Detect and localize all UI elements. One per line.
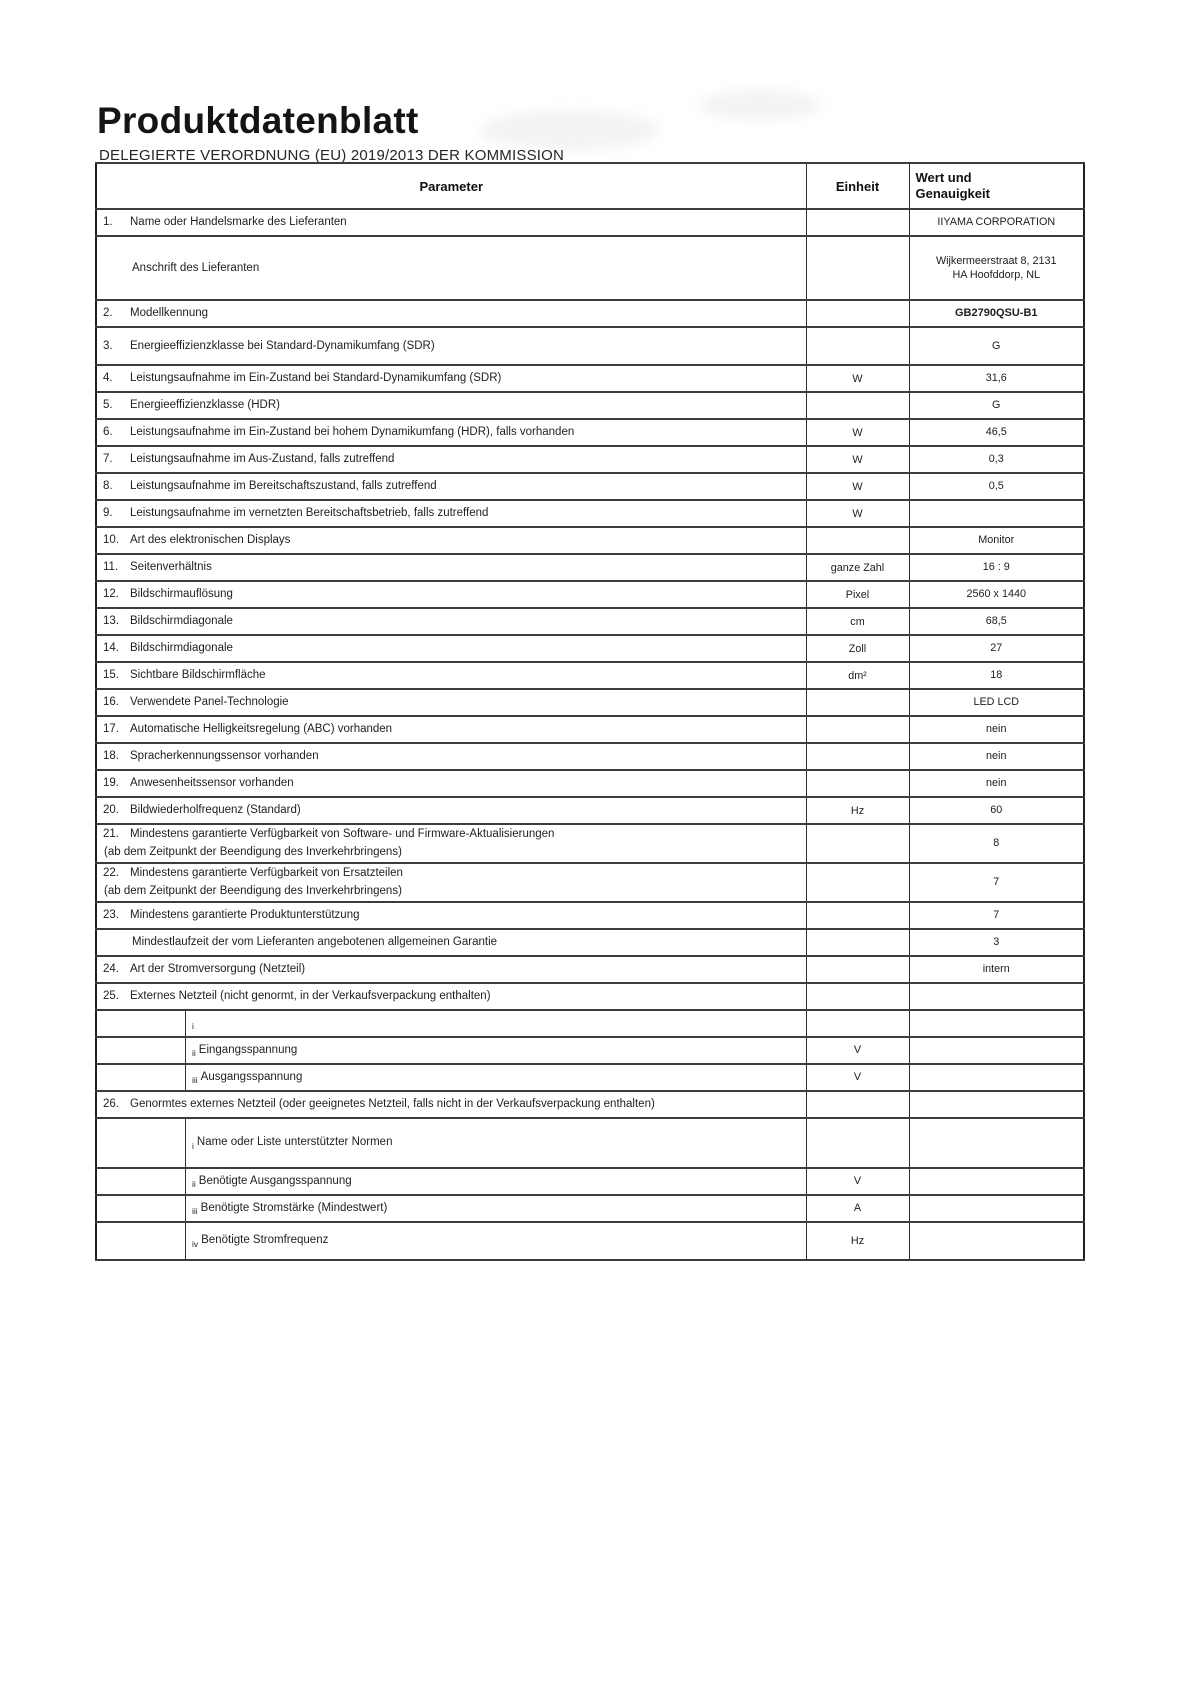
table-row <box>96 662 1084 689</box>
parameter-cell <box>96 327 806 365</box>
parameter-cell <box>96 1222 806 1260</box>
parameter-cell <box>96 770 806 797</box>
unit-cell: Pixel <box>806 581 909 608</box>
value-cell <box>909 1222 1084 1260</box>
parameter-number: 7. <box>103 453 113 466</box>
value-line: Wijkermeerstraat 8, 2131 <box>935 254 1057 267</box>
parameter-cell <box>96 300 806 327</box>
unit-cell: dm² <box>806 662 909 689</box>
table-row <box>96 581 1084 608</box>
parameter-label: Benötigte Stromfrequenz <box>201 1234 329 1247</box>
table-row <box>96 327 1084 365</box>
parameter-cell <box>96 1091 806 1118</box>
value-cell: Monitor <box>909 527 1084 554</box>
table-row <box>96 527 1084 554</box>
parameter-cell <box>96 500 806 527</box>
parameter-label: Genormtes externes Netzteil (oder geeignetes Netzteil, falls nicht in der Verkaufsverpackung enthalten) <box>130 1097 655 1110</box>
parameter-cell <box>96 863 806 902</box>
unit-cell <box>806 956 909 983</box>
parameter-label: Modellkennung <box>130 307 209 320</box>
table-row <box>96 446 1084 473</box>
unit-cell: W <box>806 500 909 527</box>
parameter-label: Energieeffizienzklasse (HDR) <box>130 399 280 412</box>
sub-index: ii <box>192 1179 196 1189</box>
header-value-label: Wert und Genauigkeit <box>915 169 990 201</box>
value-cell: LED LCD <box>909 689 1084 716</box>
unit-cell <box>806 327 909 365</box>
table-row <box>96 956 1084 983</box>
table-row <box>96 554 1084 581</box>
table-row <box>96 770 1084 797</box>
value-cell: 27 <box>909 635 1084 662</box>
unit-cell: W <box>806 419 909 446</box>
parameter-cell <box>96 743 806 770</box>
unit-cell <box>806 527 909 554</box>
value-cell <box>909 1118 1084 1168</box>
parameter-cell <box>96 554 806 581</box>
sub-index: ii <box>192 1048 196 1058</box>
parameter-label: Eingangsspannung <box>198 1043 298 1056</box>
parameter-cell <box>96 581 806 608</box>
parameter-cell <box>96 365 806 392</box>
value-cell: 8 <box>909 824 1084 863</box>
unit-cell: cm <box>806 608 909 635</box>
parameter-label: Art des elektronischen Displays <box>130 534 291 547</box>
parameter-cell <box>96 419 806 446</box>
parameter-number: 11. <box>103 561 119 574</box>
unit-cell: W <box>806 365 909 392</box>
sub-index: i <box>192 1140 194 1151</box>
value-cell: G <box>909 327 1084 365</box>
unit-cell <box>806 209 909 236</box>
parameter-label: Leistungsaufnahme im Bereitschaftszustand, falls zutreffend <box>130 480 437 493</box>
unit-cell: A <box>806 1195 909 1222</box>
parameter-cell <box>96 608 806 635</box>
table-row <box>96 689 1084 716</box>
parameter-label: Energieeffizienzklasse bei Standard-Dynamikumfang (SDR) <box>130 339 435 352</box>
datasheet-table <box>95 162 1085 1261</box>
table-row <box>96 1195 1084 1222</box>
value-cell: 60 <box>909 797 1084 824</box>
unit-cell: Hz <box>806 797 909 824</box>
table-row <box>96 1091 1084 1118</box>
parameter-cell <box>96 1037 806 1064</box>
parameter-number: 19. <box>103 777 119 790</box>
parameter-cell <box>96 1168 806 1195</box>
unit-cell <box>806 743 909 770</box>
header-unit: Einheit <box>806 163 909 209</box>
table-row <box>96 743 1084 770</box>
table-row <box>96 365 1084 392</box>
table-row <box>96 500 1084 527</box>
value-cell: 16 : 9 <box>909 554 1084 581</box>
parameter-cell <box>96 983 806 1010</box>
parameter-number: 4. <box>103 372 113 385</box>
parameter-number: 10. <box>103 534 119 547</box>
sub-gutter <box>97 1169 186 1194</box>
parameter-number: 17. <box>103 723 119 736</box>
table-row <box>96 300 1084 327</box>
parameter-number: 2. <box>103 307 113 320</box>
sub-index: iv <box>192 1238 199 1249</box>
unit-cell <box>806 716 909 743</box>
parameter-label: Bildschirmdiagonale <box>130 642 233 655</box>
unit-cell <box>806 392 909 419</box>
header-parameter: Parameter <box>96 163 806 209</box>
table-row <box>96 716 1084 743</box>
parameter-number: 21. <box>103 828 119 840</box>
parameter-cell <box>96 716 806 743</box>
page-title: Produktdatenblatt <box>97 100 419 141</box>
value-cell: G <box>909 392 1084 419</box>
parameter-label: Name oder Handelsmarke des Lieferanten <box>130 216 347 229</box>
unit-cell: V <box>806 1168 909 1195</box>
value-cell <box>909 236 1084 300</box>
parameter-label: Spracherkennungssensor vorhanden <box>130 750 319 763</box>
parameter-label: Bildschirmdiagonale <box>130 615 233 628</box>
parameter-label: Mindestlaufzeit der vom Lieferanten angebotenen allgemeinen Garantie <box>132 935 498 948</box>
value-cell <box>909 500 1084 527</box>
parameter-cell <box>96 446 806 473</box>
parameter-label: Benötigte Stromstärke (Mindestwert) <box>200 1201 388 1214</box>
parameter-cell <box>96 1118 806 1168</box>
sub-gutter <box>97 1038 186 1063</box>
header-value <box>909 163 1084 209</box>
parameter-cell <box>96 689 806 716</box>
value-cell: 68,5 <box>909 608 1084 635</box>
parameter-label: Name oder Liste unterstützter Normen <box>196 1136 393 1149</box>
parameter-label: Mindestens garantierte Produktunterstützung <box>130 908 360 921</box>
parameter-label: Mindestens garantierte Verfügbarkeit von Software- und Firmware-Aktualisierungen <box>130 828 555 840</box>
value-cell: 7 <box>909 902 1084 929</box>
parameter-cell <box>96 392 806 419</box>
table-row <box>96 1064 1084 1091</box>
unit-cell: ganze Zahl <box>806 554 909 581</box>
unit-cell: W <box>806 446 909 473</box>
table-row <box>96 824 1084 863</box>
parameter-label: Leistungsaufnahme im Ein-Zustand bei hohem Dynamikumfang (HDR), falls vorhanden <box>130 426 575 439</box>
parameter-label: Leistungsaufnahme im Aus-Zustand, falls zutreffend <box>130 453 395 466</box>
unit-cell <box>806 863 909 902</box>
value-cell <box>909 1010 1084 1037</box>
sub-gutter <box>97 1065 186 1090</box>
value-cell: nein <box>909 743 1084 770</box>
value-cell <box>909 1168 1084 1195</box>
parameter-number: 3. <box>103 339 113 352</box>
parameter-label: Bildwiederholfrequenz (Standard) <box>130 804 301 817</box>
parameter-label: Benötigte Ausgangsspannung <box>198 1174 352 1187</box>
value-cell: 0,5 <box>909 473 1084 500</box>
value-cell <box>909 983 1084 1010</box>
unit-cell: V <box>806 1064 909 1091</box>
table-row <box>96 1118 1084 1168</box>
sub-gutter <box>97 1223 186 1259</box>
unit-cell <box>806 1118 909 1168</box>
parameter-label: Automatische Helligkeitsregelung (ABC) vorhanden <box>130 723 393 736</box>
parameter-cell <box>96 662 806 689</box>
parameter-number: 23. <box>103 908 119 921</box>
parameter-number: 20. <box>103 804 119 817</box>
table-row <box>96 1222 1084 1260</box>
parameter-label: Leistungsaufnahme im vernetzten Bereitschaftsbetrieb, falls zutreffend <box>130 507 489 520</box>
parameter-number: 6. <box>103 426 113 439</box>
parameter-number: 13. <box>103 615 119 628</box>
parameter-label: Mindestens garantierte Verfügbarkeit von Ersatzteilen <box>130 866 403 879</box>
parameter-label: Externes Netzteil (nicht genormt, in der Verkaufsverpackung enthalten) <box>130 989 491 1002</box>
sub-index: iii <box>192 1075 198 1085</box>
value-cell: 18 <box>909 662 1084 689</box>
table-row <box>96 635 1084 662</box>
value-cell: nein <box>909 770 1084 797</box>
parameter-number: 15. <box>103 669 119 682</box>
unit-cell <box>806 929 909 956</box>
parameter-cell <box>96 236 806 300</box>
parameter-number: 22. <box>103 866 119 879</box>
parameter-cell <box>96 1010 806 1037</box>
parameter-cell <box>96 797 806 824</box>
header-row <box>96 163 1084 209</box>
value-cell <box>909 1091 1084 1118</box>
parameter-cell <box>96 209 806 236</box>
unit-cell <box>806 1091 909 1118</box>
unit-cell <box>806 983 909 1010</box>
table-row <box>96 209 1084 236</box>
parameter-label: Anschrift des Lieferanten <box>132 261 260 274</box>
unit-cell <box>806 770 909 797</box>
table-row <box>96 863 1084 902</box>
value-cell: 3 <box>909 929 1084 956</box>
value-cell <box>909 1037 1084 1064</box>
parameter-number: 5. <box>103 399 113 412</box>
table-row <box>96 797 1084 824</box>
sub-index: i <box>192 1021 194 1031</box>
value-cell: 0,3 <box>909 446 1084 473</box>
parameter-cell <box>96 473 806 500</box>
sub-index: iii <box>192 1206 198 1216</box>
table-row <box>96 419 1084 446</box>
table-row <box>96 902 1084 929</box>
value-cell <box>909 1195 1084 1222</box>
table-row <box>96 236 1084 300</box>
parameter-label: Art der Stromversorgung (Netzteil) <box>130 962 306 975</box>
table-row <box>96 1037 1084 1064</box>
parameter-number: 24. <box>103 962 119 975</box>
value-cell: GB2790QSU-B1 <box>909 300 1084 327</box>
page-subtitle: DELEGIERTE VERORDNUNG (EU) 2019/2013 DER KOMMISSION <box>99 147 565 164</box>
value-cell: 2560 x 1440 <box>909 581 1084 608</box>
parameter-label: Sichtbare Bildschirmfläche <box>130 669 266 682</box>
value-cell <box>909 1064 1084 1091</box>
parameter-label: Anwesenheitssensor vorhanden <box>130 777 294 790</box>
value-cell: IIYAMA CORPORATION <box>909 209 1084 236</box>
parameter-number: 12. <box>103 588 119 601</box>
table-row <box>96 392 1084 419</box>
value-line: HA Hoofddorp, NL <box>952 269 1041 281</box>
table-row <box>96 983 1084 1010</box>
scan-artifact <box>700 90 820 120</box>
parameter-label: Verwendete Panel-Technologie <box>130 696 289 709</box>
parameter-cell <box>96 824 806 863</box>
parameter-cell <box>96 635 806 662</box>
unit-cell <box>806 1010 909 1037</box>
unit-cell <box>806 300 909 327</box>
parameter-number: 25. <box>103 989 119 1002</box>
unit-cell <box>806 689 909 716</box>
parameter-cell <box>96 956 806 983</box>
parameter-label-line2: (ab dem Zeitpunkt der Beendigung des Inverkehrbringens) <box>104 846 402 859</box>
datasheet-body <box>96 209 1084 1260</box>
table-row <box>96 1010 1084 1037</box>
table-header <box>96 163 1084 209</box>
parameter-number: 16. <box>103 696 119 709</box>
parameter-cell <box>96 929 806 956</box>
table-row <box>96 1168 1084 1195</box>
parameter-label: Ausgangsspannung <box>200 1070 303 1083</box>
unit-cell: V <box>806 1037 909 1064</box>
parameter-label: Seitenverhältnis <box>130 561 212 574</box>
table-row <box>96 473 1084 500</box>
unit-cell: Zoll <box>806 635 909 662</box>
value-cell: nein <box>909 716 1084 743</box>
parameter-number: 18. <box>103 750 119 763</box>
parameter-number: 14. <box>103 642 119 655</box>
value-cell: 7 <box>909 863 1084 902</box>
sub-gutter <box>97 1119 186 1167</box>
table-row <box>96 929 1084 956</box>
parameter-number: 8. <box>103 480 113 493</box>
parameter-cell <box>96 1195 806 1222</box>
unit-cell <box>806 236 909 300</box>
parameter-label-line2: (ab dem Zeitpunkt der Beendigung des Inverkehrbringens) <box>104 885 402 898</box>
value-cell: intern <box>909 956 1084 983</box>
unit-cell <box>806 902 909 929</box>
parameter-number: 9. <box>103 507 113 520</box>
sub-gutter <box>97 1011 186 1036</box>
unit-cell: Hz <box>806 1222 909 1260</box>
parameter-number: 1. <box>103 216 113 229</box>
parameter-number: 26. <box>103 1097 119 1110</box>
parameter-label: Leistungsaufnahme im Ein-Zustand bei Standard-Dynamikumfang (SDR) <box>130 372 502 385</box>
parameter-cell <box>96 1064 806 1091</box>
parameter-cell <box>96 902 806 929</box>
value-cell: 46,5 <box>909 419 1084 446</box>
value-cell: 31,6 <box>909 365 1084 392</box>
sub-gutter <box>97 1196 186 1221</box>
parameter-cell <box>96 527 806 554</box>
unit-cell: W <box>806 473 909 500</box>
parameter-label: Bildschirmauflösung <box>130 588 233 601</box>
unit-cell <box>806 824 909 863</box>
table-row <box>96 608 1084 635</box>
